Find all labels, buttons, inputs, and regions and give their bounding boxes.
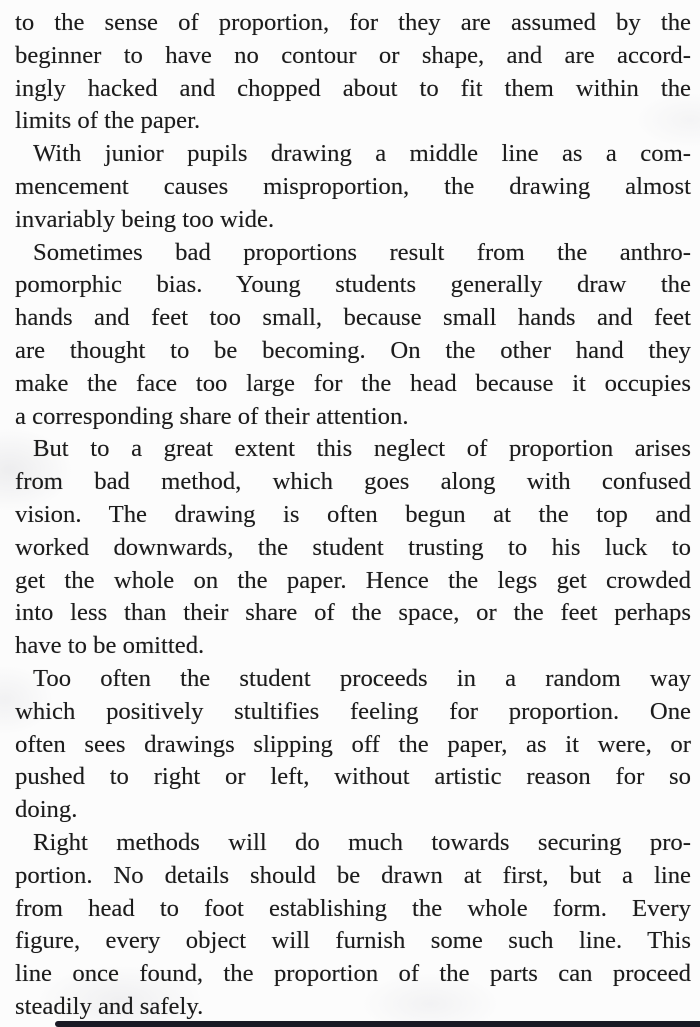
text-line: mencement causes misproportion, the drawing almost bbox=[15, 172, 691, 200]
text-line: line once found, the proportion of the parts can proceed bbox=[15, 960, 691, 988]
text-line: But to a great extent this neglect of proportion arises bbox=[33, 435, 691, 463]
text-line: limits of the paper. bbox=[15, 107, 201, 135]
text-line: Too often the student proceeds in a random way bbox=[33, 664, 691, 692]
text-line: doing. bbox=[15, 796, 78, 824]
paragraph-1 bbox=[15, 7, 691, 138]
text-line: Right methods will do much towards securing pro- bbox=[33, 828, 691, 856]
text-line: pushed to right or left, without artistic reason for so bbox=[15, 763, 691, 791]
text-line: hands and feet too small, because small hands and feet bbox=[15, 304, 691, 332]
text-line: get the whole on the paper. Hence the legs get crowded bbox=[15, 566, 691, 594]
text-line: ingly hacked and chopped about to fit them within the bbox=[15, 74, 691, 102]
text-line: from head to foot establishing the whole form. Every bbox=[15, 894, 691, 922]
text-line: steadily and safely. bbox=[15, 992, 204, 1020]
text-line: a corresponding share of their attention. bbox=[15, 402, 409, 430]
paragraph-5 bbox=[15, 663, 691, 827]
text-line: With junior pupils drawing a middle line as a com- bbox=[33, 140, 691, 168]
paragraph-4 bbox=[15, 433, 691, 663]
text-line: invariably being too wide. bbox=[15, 205, 275, 233]
paragraph-2 bbox=[15, 138, 691, 236]
text-line: vision. The drawing is often begun at the top and bbox=[15, 500, 691, 528]
text-line: to the sense of proportion, for they are assumed by the bbox=[15, 9, 691, 36]
text-line: Sometimes bad proportions result from the anthro- bbox=[33, 238, 691, 266]
scan-edge-shadow bbox=[55, 1021, 700, 1027]
text-line: have to be omitted. bbox=[15, 632, 205, 660]
text-line: into less than their share of the space, or the feet perhaps bbox=[15, 599, 691, 627]
text-line: make the face too large for the head because it occupies bbox=[15, 369, 691, 397]
text-line: which positively stultifies feeling for proportion. One bbox=[15, 697, 691, 725]
text-line: figure, every object will furnish some such line. This bbox=[15, 927, 691, 955]
text-line: from bad method, which goes along with confused bbox=[15, 468, 691, 496]
text-line: often sees drawings slipping off the paper, as it were, or bbox=[15, 730, 691, 758]
text-line: portion. No details should be drawn at first, but a line bbox=[15, 861, 691, 889]
text-line: are thought to be becoming. On the other hand they bbox=[15, 336, 691, 364]
text-line: pomorphic bias. Young students generally draw the bbox=[15, 271, 691, 299]
text-line: beginner to have no contour or shape, and are accord- bbox=[15, 41, 691, 69]
paragraph-6 bbox=[15, 827, 691, 1024]
page-text bbox=[15, 7, 691, 1024]
text-line: worked downwards, the student trusting to his luck to bbox=[15, 533, 691, 561]
paragraph-3 bbox=[15, 237, 691, 434]
